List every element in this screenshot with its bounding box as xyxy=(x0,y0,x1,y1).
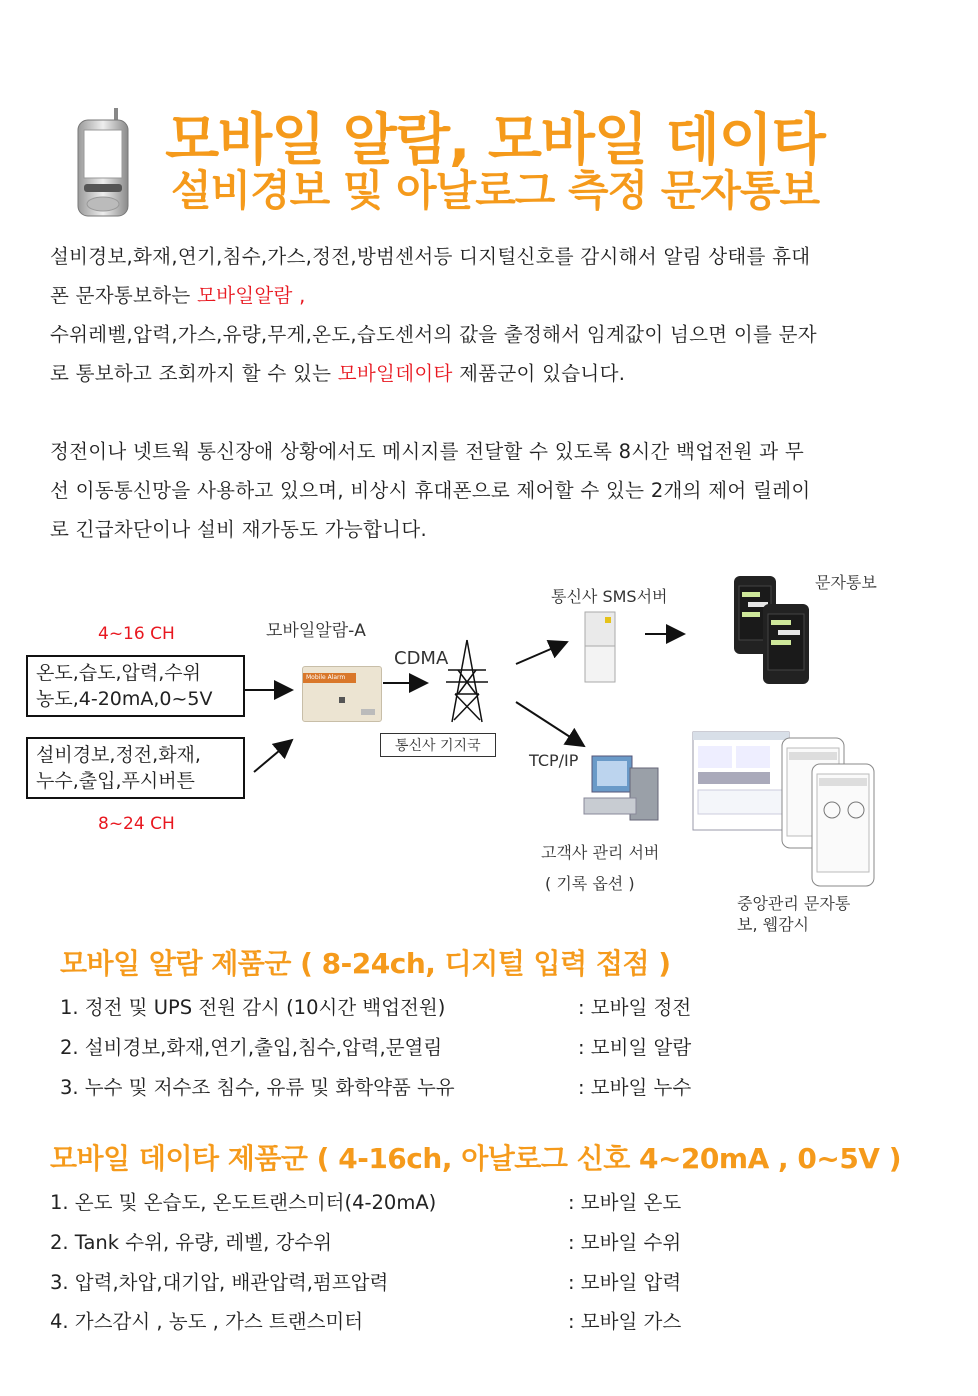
sms-phones-icon xyxy=(734,576,809,684)
alarm-item: 3. 누수 및 저수조 침수, 유류 및 화학약품 누유 xyxy=(60,1076,455,1099)
cdma-label: CDMA xyxy=(394,648,449,669)
data-item: 3. 압력,차압,대기압, 배관압력,펌프압력 xyxy=(50,1271,389,1294)
page-title: 모바일 알람, 모바일 데이타 xyxy=(165,108,825,173)
device-brand: Mobile Alarm xyxy=(303,673,356,683)
data-item-value: : 모바일 가스 xyxy=(568,1310,682,1333)
alarm-item: 2. 설비경보,화재,연기,출입,침수,압력,문열림 xyxy=(60,1036,443,1059)
highlight-mobile-alarm: 모바일알람 , xyxy=(196,284,306,307)
web-monitor-screenshot xyxy=(693,732,789,830)
data-item-value: : 모바일 압력 xyxy=(568,1271,682,1294)
intro-line: 수위레벨,압력,가스,유량,무게,온도,습도센서의 값을 출정해서 임계값이 넘으면 이를 문자 xyxy=(50,323,817,346)
diagram-graphics xyxy=(0,560,978,900)
central-line: 보, 웹감시 xyxy=(737,915,809,934)
highlight-mobile-data: 모바일데이타 xyxy=(337,362,453,385)
data-item: 1. 온도 및 온습도, 온도트랜스미터(4-20mA) xyxy=(50,1191,437,1214)
intro-line: 선 이동통신망을 사용하고 있으며, 비상시 휴대폰으로 제어할 수 있는 2개의 제어 릴레이 xyxy=(50,479,811,502)
alarm-section-heading: 모바일 알람 제품군 ( 8-24ch, 디지털 입력 접점 ) xyxy=(60,947,671,980)
intro-paragraph-2 xyxy=(50,432,930,549)
box-line: 농도,4-20mA,0~5V xyxy=(36,688,213,710)
data-item: 4. 가스감시 , 농도 , 가스 트랜스미터 xyxy=(50,1310,364,1333)
intro-line: 폰 문자통보하는 xyxy=(50,284,197,307)
alarm-item-value: : 모비일 알람 xyxy=(578,1036,692,1059)
data-item-value: : 모바일 수위 xyxy=(568,1231,682,1254)
arrow-to-client-server xyxy=(516,702,584,746)
tower-icon xyxy=(446,640,488,722)
data-item-value: : 모바일 온도 xyxy=(568,1191,682,1214)
central-line: 중앙관리 문자통 xyxy=(737,894,851,913)
client-server-icon xyxy=(584,756,658,820)
arrow-digital-to-device xyxy=(254,740,292,772)
intro-line: 정전이나 넷트웍 통신장애 상황에서도 메시지를 전달할 수 있도록 8시간 백업전원 과 무 xyxy=(50,440,804,463)
sms-server-label: 통신사 SMS서버 xyxy=(551,587,668,606)
intro-line: 설비경보,화재,연기,침수,가스,정전,방범센서등 디지털신호를 감시해서 알림 상태를 휴대 xyxy=(50,245,811,268)
channel-label-bottom: 8~24 CH xyxy=(98,814,175,834)
box-line: 온도,습도,압력,수위 xyxy=(36,662,201,684)
intro-paragraph-1 xyxy=(50,237,930,393)
phone-image xyxy=(74,106,132,218)
box-line: 설비경보,정전,화재, xyxy=(36,744,201,766)
client-server-option: ( 기록 옵션 ) xyxy=(545,874,635,893)
channel-label-top: 4~16 CH xyxy=(98,624,175,644)
page-subtitle: 설비경보 및 아날로그 측정 문자통보 xyxy=(170,166,820,215)
tcpip-label: TCP/IP xyxy=(529,751,579,770)
sms-server-icon xyxy=(585,612,615,682)
sms-notice-label: 문자통보 xyxy=(815,573,877,592)
box-line: 누수,출입,푸시버튼 xyxy=(36,770,195,792)
central-phones-icon xyxy=(782,738,874,886)
base-station-label: 통신사 기지국 xyxy=(380,733,496,757)
intro-line: 제품군이 있습니다. xyxy=(452,362,626,385)
alarm-item-value: : 모바일 누수 xyxy=(578,1076,692,1099)
client-server-label: 고객사 관리 서버 xyxy=(541,843,660,862)
intro-line: 로 통보하고 조회까지 할 수 있는 xyxy=(50,362,338,385)
alarm-item-value: : 모바일 정전 xyxy=(578,996,692,1019)
intro-line: 로 긴급차단이나 설비 재가동도 가능합니다. xyxy=(50,518,427,541)
alarm-item: 1. 정전 및 UPS 전원 감시 (10시간 백업전원) xyxy=(60,996,446,1019)
arrow-to-sms-server xyxy=(516,642,567,664)
device-label: 모바일알람-A xyxy=(266,621,366,641)
data-section-heading: 모바일 데이타 제품군 ( 4-16ch, 아날로그 신호 4~20mA , 0~5V ) xyxy=(50,1142,902,1175)
data-item: 2. Tank 수위, 유량, 레벨, 강수위 xyxy=(50,1231,333,1254)
